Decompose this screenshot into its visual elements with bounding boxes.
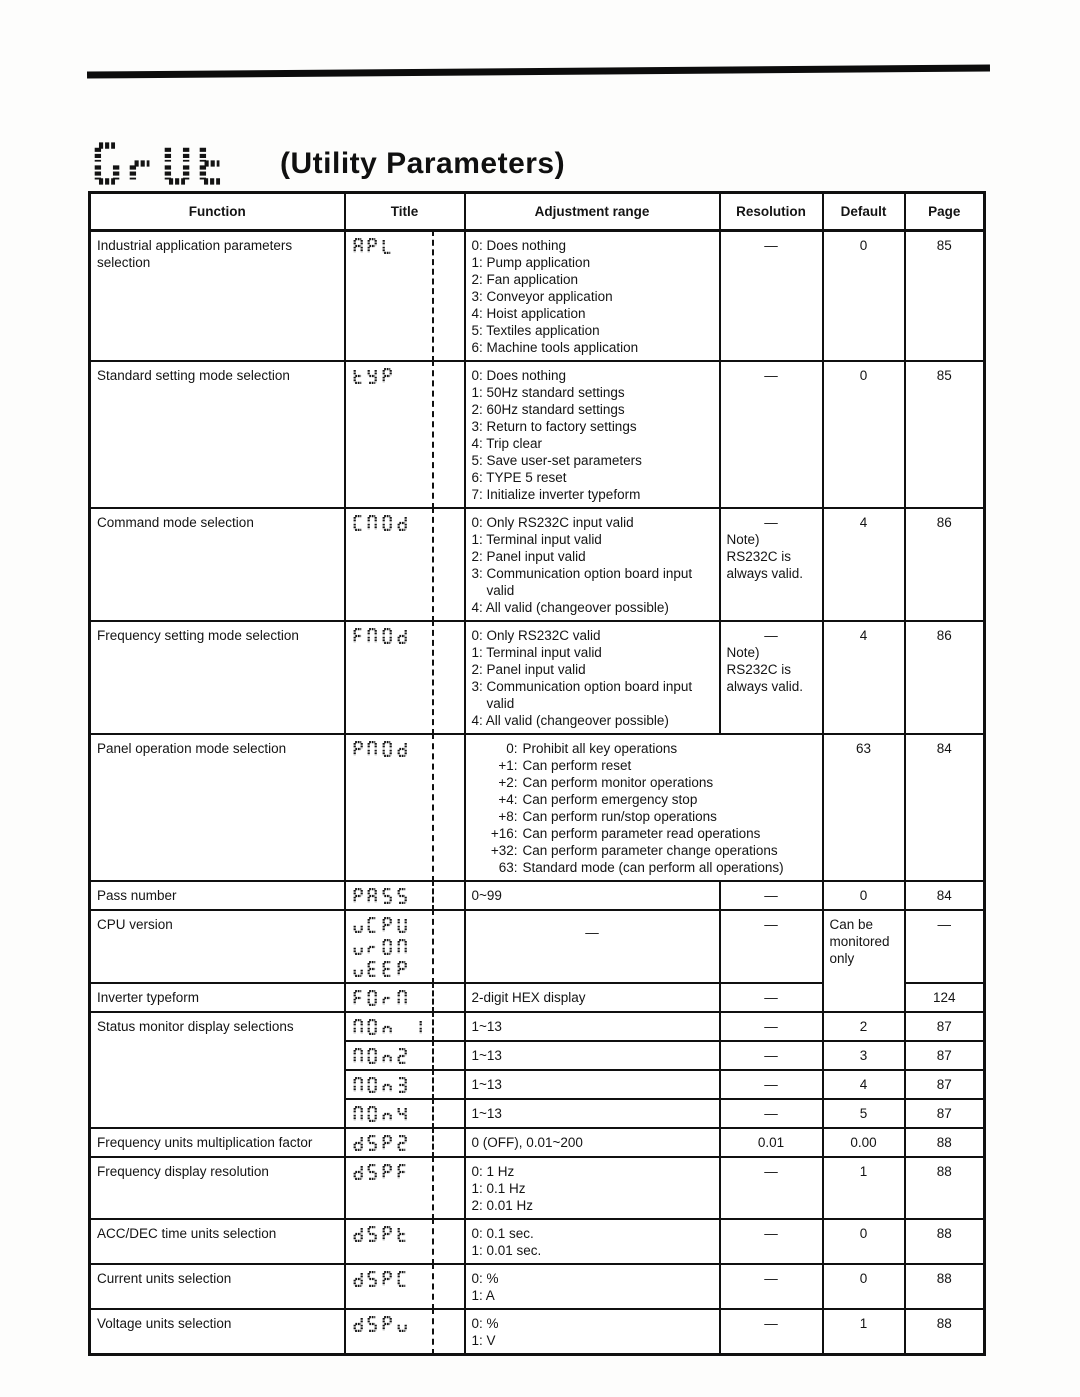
cell-title-display	[345, 1128, 465, 1157]
cell-adjustment-range: 0: 1 Hz 1: 0.1 Hz 2: 0.01 Hz	[465, 1157, 720, 1219]
cell-default: 5	[823, 1099, 905, 1128]
cell-page: 88	[905, 1219, 985, 1264]
cell-adjustment-range: 0: 0.1 sec. 1: 0.01 sec.	[465, 1219, 720, 1264]
cell-page: 86	[905, 508, 985, 621]
seven-segment-text	[352, 367, 458, 385]
cell-resolution: —	[720, 1264, 823, 1309]
cell-title-display	[345, 983, 465, 1012]
table-row	[90, 231, 985, 362]
cell-default: 3	[823, 1041, 905, 1070]
seven-segment-text	[352, 1047, 458, 1065]
col-header-resolution: Resolution	[720, 193, 823, 231]
seven-segment-text	[352, 1315, 458, 1333]
cell-default: 4	[823, 1070, 905, 1099]
cell-page: 84	[905, 734, 985, 881]
cell-title-display	[345, 1012, 465, 1041]
seven-segment-text	[352, 960, 458, 978]
seven-segment-text	[352, 938, 458, 956]
table-row	[90, 881, 985, 910]
cell-title-display	[345, 910, 465, 983]
cell-function: Industrial application parameters selection	[90, 231, 345, 362]
cell-page: 87	[905, 1070, 985, 1099]
cell-page: 84	[905, 881, 985, 910]
cell-resolution: —	[720, 231, 823, 362]
cell-resolution: — Note) RS232C is always valid.	[720, 621, 823, 734]
table-row	[90, 361, 985, 508]
cell-default: 2	[823, 1012, 905, 1041]
cell-resolution: —	[720, 910, 823, 983]
cell-adjustment-range: 0: Only RS232C input valid 1: Terminal input valid 2: Panel input valid 3: Communication option board input valid 4: All valid (changeover possible)	[465, 508, 720, 621]
cell-title-display	[345, 621, 465, 734]
seven-segment-text	[352, 514, 458, 532]
page-title: (Utility Parameters)	[280, 146, 566, 180]
seven-segment-text	[352, 1225, 458, 1243]
cell-page: 86	[905, 621, 985, 734]
seven-segment-text	[352, 237, 458, 255]
cell-title-display	[345, 361, 465, 508]
top-rule	[87, 64, 990, 78]
cell-adjustment-range: 1~13	[465, 1041, 720, 1070]
cell-page: 87	[905, 1041, 985, 1070]
col-header-title: Title	[345, 193, 465, 231]
cell-page: 87	[905, 1099, 985, 1128]
cell-title-display	[345, 1099, 465, 1128]
table-row	[90, 1219, 985, 1264]
seven-segment-text	[352, 1076, 458, 1094]
col-header-page: Page	[905, 193, 985, 231]
seven-segment-text	[352, 989, 458, 1007]
cell-default: 63	[823, 734, 905, 881]
cell-page: 88	[905, 1264, 985, 1309]
table-row	[90, 508, 985, 621]
table-header-row	[90, 193, 985, 231]
table-row	[90, 1128, 985, 1157]
cell-title-display	[345, 881, 465, 910]
table-row	[90, 621, 985, 734]
cell-function: Command mode selection	[90, 508, 345, 621]
seven-segment-text	[352, 1134, 458, 1152]
cell-resolution: —	[720, 1157, 823, 1219]
cell-function: Voltage units selection	[90, 1309, 345, 1355]
cell-page: —	[905, 910, 985, 983]
cell-page: 87	[905, 1012, 985, 1041]
cell-adjustment-range: 1~13	[465, 1099, 720, 1128]
cell-adjustment-range: 0: Does nothing 1: Pump application 2: Fan application 3: Conveyor application 4: Hoist application 5: Textiles application 6: Machine tools application	[465, 231, 720, 362]
cell-function: Current units selection	[90, 1264, 345, 1309]
cell-title-display	[345, 508, 465, 621]
cell-default: 1	[823, 1309, 905, 1355]
cell-function: ACC/DEC time units selection	[90, 1219, 345, 1264]
cell-default: 1	[823, 1157, 905, 1219]
cell-resolution: —	[720, 1041, 823, 1070]
seven-segment-text	[352, 740, 458, 758]
seven-segment-text	[352, 887, 458, 905]
seven-segment-text	[352, 916, 458, 934]
seven-segment-text	[352, 1163, 458, 1181]
cell-adjustment-range: 0: % 1: A	[465, 1264, 720, 1309]
utility-parameters-table	[88, 191, 986, 1356]
cell-default: 0	[823, 231, 905, 362]
cell-function: Standard setting mode selection	[90, 361, 345, 508]
cell-resolution: —	[720, 1099, 823, 1128]
cell-function: Status monitor display selections	[90, 1012, 345, 1128]
cell-resolution: 0.01	[720, 1128, 823, 1157]
table-row	[90, 910, 985, 983]
cell-title-display	[345, 231, 465, 362]
cell-default: 0	[823, 361, 905, 508]
cell-resolution: —	[720, 361, 823, 508]
seven-segment-text	[352, 1270, 458, 1288]
table-row	[90, 1309, 985, 1355]
seven-segment-text	[352, 627, 458, 645]
seven-segment-text	[352, 1018, 458, 1036]
cell-default: 4	[823, 621, 905, 734]
col-header-function: Function	[90, 193, 345, 231]
table-row	[90, 1264, 985, 1309]
cell-default: 0	[823, 1264, 905, 1309]
cell-function: Frequency units multiplication factor	[90, 1128, 345, 1157]
cell-function: Panel operation mode selection	[90, 734, 345, 881]
cell-adjustment-range: 0: % 1: V	[465, 1309, 720, 1355]
cell-resolution: —	[720, 1309, 823, 1355]
cell-function: Frequency display resolution	[90, 1157, 345, 1219]
cell-function: Pass number	[90, 881, 345, 910]
table-row	[90, 734, 985, 881]
cell-page: 124	[905, 983, 985, 1012]
cell-adjustment-range: 0: Does nothing 1: 50Hz standard settings 2: 60Hz standard settings 3: Return to factory settings 4: Trip clear 5: Save user-set parameters 6: TYPE 5 reset 7: Initialize inverter typeform	[465, 361, 720, 508]
cell-adjustment-range: 0: Only RS232C valid 1: Terminal input valid 2: Panel input valid 3: Communication option board input valid 4: All valid (changeover possible)	[465, 621, 720, 734]
table-row	[90, 1012, 985, 1041]
seven-segment-text	[352, 1105, 458, 1123]
cell-default: 0.00	[823, 1128, 905, 1157]
cell-default: 4	[823, 508, 905, 621]
cell-page: 88	[905, 1309, 985, 1355]
cell-title-display	[345, 1309, 465, 1355]
cell-adjustment-range: 1~13	[465, 1070, 720, 1099]
cell-title-display	[345, 1219, 465, 1264]
title-block	[92, 140, 565, 187]
cell-resolution: — Note) RS232C is always valid.	[720, 508, 823, 621]
col-header-adjustment-range: Adjustment range	[465, 193, 720, 231]
cell-page: 85	[905, 231, 985, 362]
cell-function: Frequency setting mode selection	[90, 621, 345, 734]
cell-adjustment-range: 2-digit HEX display	[465, 983, 720, 1012]
table-row	[90, 1157, 985, 1219]
cell-resolution: —	[720, 1070, 823, 1099]
cell-adjustment-range: 1~13	[465, 1012, 720, 1041]
cell-default: 0	[823, 881, 905, 910]
cell-page: 88	[905, 1157, 985, 1219]
cell-title-display	[345, 734, 465, 881]
cell-adjustment-range: 0~99	[465, 881, 720, 910]
cell-function: Inverter typeform	[90, 983, 345, 1012]
cell-resolution: —	[720, 1012, 823, 1041]
group-code-display	[92, 140, 232, 187]
cell-page: 88	[905, 1128, 985, 1157]
cell-adjustment-range: 0: Prohibit all key operations +1: Can perform reset +2: Can perform monitor operations +4: Can perform emergency stop +8: Can perform run/stop operations +16: Can perform parameter read operations +32: Can perform parameter change operations 63: Standard mode (can perform all operations)	[465, 734, 823, 881]
cell-title-display	[345, 1041, 465, 1070]
cell-title-display	[345, 1070, 465, 1099]
cell-adjustment-range: 0 (OFF), 0.01~200	[465, 1128, 720, 1157]
cell-resolution: —	[720, 881, 823, 910]
cell-default: Can be monitored only	[823, 910, 905, 1012]
col-header-default: Default	[823, 193, 905, 231]
cell-function: CPU version	[90, 910, 345, 983]
cell-adjustment-range: —	[465, 910, 720, 983]
cell-title-display	[345, 1264, 465, 1309]
seven-segment-text	[92, 140, 232, 187]
cell-resolution: —	[720, 983, 823, 1012]
cell-resolution: —	[720, 1219, 823, 1264]
cell-default: 0	[823, 1219, 905, 1264]
cell-title-display	[345, 1157, 465, 1219]
cell-page: 85	[905, 361, 985, 508]
